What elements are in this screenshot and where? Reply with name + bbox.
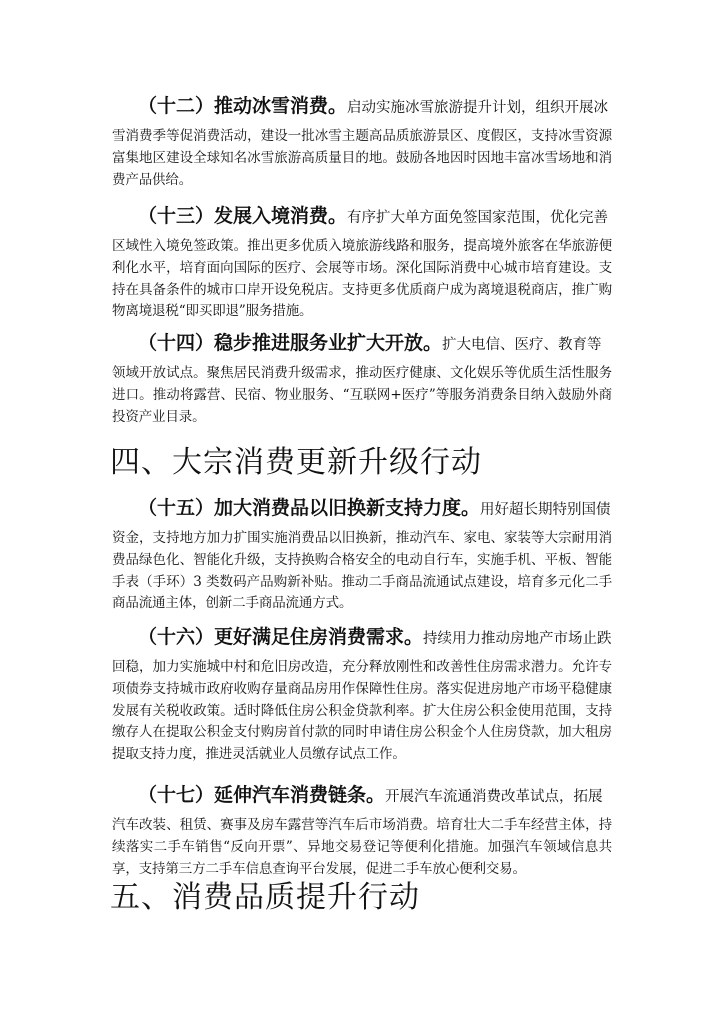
section-heading-5: 五、消费品质提升行动 — [110, 880, 420, 915]
section-heading-4: 四、大宗消费更新升级行动 — [110, 445, 482, 480]
item-heading: （十五）加大消费品以旧换新支持力度。 — [138, 497, 481, 519]
item-lead: 用好超长期特别国债 — [480, 502, 611, 518]
item-heading: （十四）稳步推进服务业扩大开放。 — [138, 332, 443, 354]
item-lead: 启动实施冰雪旅游提升计划，组织开展冰 — [347, 100, 609, 116]
item-body: 区域性入境免签政策。推出更多优质入境旅游线路和服务，提高境外旅客在华旅游便利化水平，培育面向国际的医疗、会展等市场。深化国际消费中心城市培育建设。支持在具备条件的城市口岸开设免税店。支持更多优质商户成为离境退税商店，推广购物离境退税“即买即退”服务措施。 — [112, 238, 612, 320]
item-body: 汽车改装、租赁、赛事及房车露营等汽车后市场消费。培育壮大二手车经营主体，持续落实二手车销售“反向开票”、异地交易登记等便利化措施。加强汽车领域信息共享，支持第三方二手车信息查询平台发展，促进二手车放心便利交易。 — [112, 817, 612, 877]
item-body: 回稳，加力实施城中村和危旧房改造，充分释放刚性和改善性住房需求潜力。允许专项债券支持城市政府收购存量商品房用作保障性住房。落实促进房地产市场平稳健康发展有关税收政策。适时降低住房公积金贷款利率。扩大住房公积金使用范围，支持缴存人在提取公积金支付购房首付款的同时申请住房公积金个人住房贷款，加大租房提取支持力度，推进灵活就业人员缴存试点工作。 — [112, 659, 612, 763]
item-16 — [112, 619, 612, 766]
item-heading: （十七）延伸汽车消费链条。 — [138, 784, 386, 806]
item-lead: 持续用力推动房地产市场止跌 — [423, 631, 612, 647]
item-body: 领域开放试点。聚焦居民消费升级需求，推动医疗健康、文化娱乐等优质生活性服务进口。推动将露营、民宿、物业服务、“互联网+医疗”等服务消费条目纳入鼓励外商投资产业目录。 — [112, 365, 612, 425]
item-heading: （十三）发展入境消费。 — [138, 205, 348, 227]
item-12 — [112, 88, 612, 191]
item-lead: 有序扩大单方面免签国家范围，优化完善 — [347, 210, 609, 226]
item-17 — [112, 777, 612, 880]
item-lead: 开展汽车流通消费改革试点，拓展 — [385, 789, 603, 805]
item-heading: （十六）更好满足住房消费需求。 — [138, 626, 424, 648]
item-heading: （十二）推动冰雪消费。 — [138, 95, 348, 117]
item-body: 资金，支持地方加力扩围实施消费品以旧换新，推动汽车、家电、家装等大宗耐用消费品绿色化、智能化升级，支持换购合格安全的电动自行车，实施手机、平板、智能手表（手环）3 类数码产品购新补贴。推动二手商品流通试点建设，培育多元化二手商品流通主体，创新二手商品流通方式。 — [112, 530, 612, 612]
item-lead: 扩大电信、医疗、教育等 — [442, 337, 602, 353]
item-13 — [112, 198, 612, 323]
item-15 — [112, 490, 612, 615]
item-14 — [112, 325, 612, 428]
item-body: 雪消费季等促消费活动，建设一批冰雪主题高品质旅游景区、度假区，支持冰雪资源富集地区建设全球知名冰雪旅游高质量目的地。鼓励各地因时因地丰富冰雪场地和消费产品供给。 — [112, 128, 612, 188]
